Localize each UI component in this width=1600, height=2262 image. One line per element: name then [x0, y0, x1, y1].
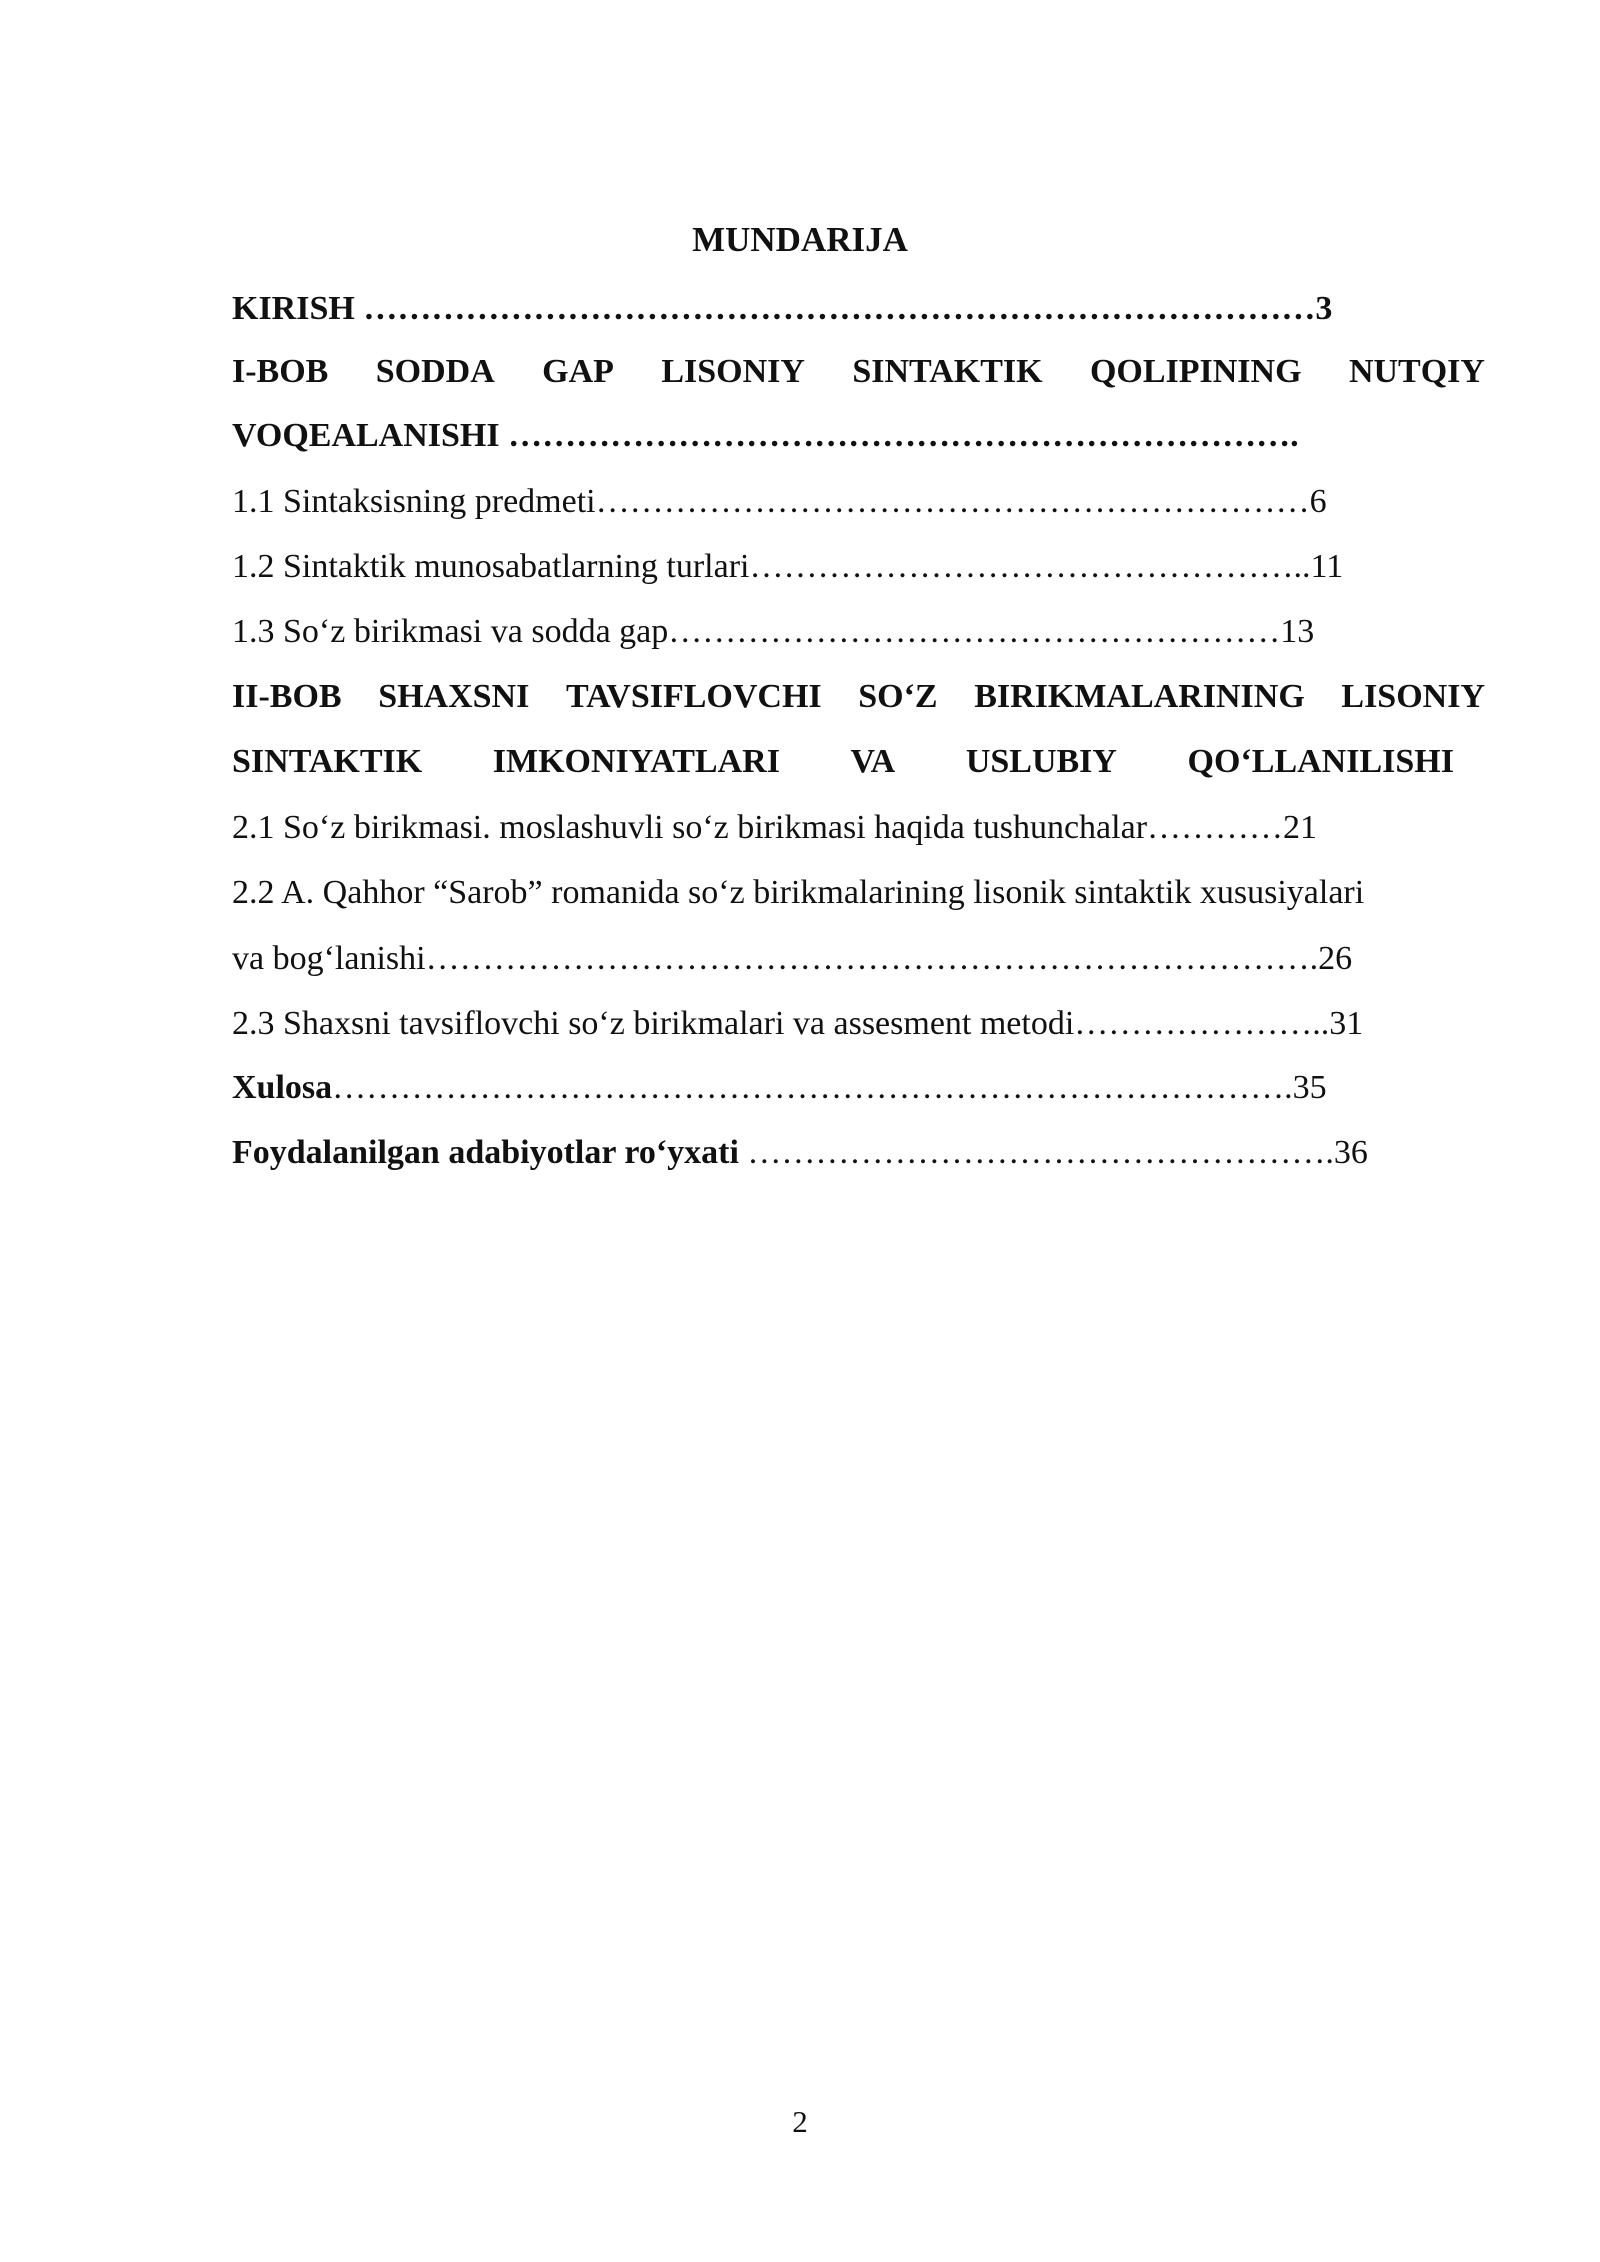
- heading-word: SODDA: [375, 353, 495, 390]
- heading-word: NUTQIY: [1348, 353, 1485, 390]
- toc-entry-xulosa: [232, 1066, 1327, 1110]
- heading-word: QO‘LLANILISHI: [1187, 743, 1454, 780]
- toc-chapter1-heading-line2: VOQEALANISHI …………………………………………………………….: [232, 417, 1299, 454]
- heading-word: VA: [850, 743, 896, 780]
- heading-word: IMKONIYATLARI: [492, 743, 780, 780]
- xulosa-leader: ………………………………………………………………………….35: [332, 1069, 1327, 1106]
- toc-entry-1-3: 1.3 So‘z birikmasi va sodda gap………………………………………………13: [232, 613, 1315, 650]
- toc-chapter1-heading-line1: [232, 350, 1485, 394]
- toc-chapter2-heading-line1: [232, 675, 1485, 719]
- page-number: 2: [792, 2104, 808, 2139]
- heading-word: SHAXSNI: [378, 678, 530, 715]
- heading-word: TAVSIFLOVCHI: [565, 678, 822, 715]
- toc-entry-2-2-line2: va bog‘lanishi…………………………………………………………………….26: [232, 940, 1353, 977]
- heading-word: GAP: [542, 353, 614, 390]
- toc-chapter2-heading-line2: [232, 740, 1454, 784]
- heading-word: SINTAKTIK: [852, 353, 1043, 390]
- references-label: Foydalanilgan adabiyotlar ro‘yxati: [232, 1134, 739, 1171]
- heading-word: QOLIPINING: [1089, 353, 1302, 390]
- toc-entry-1-2: 1.2 Sintaktik munosabatlarning turlari…………………………………………..11: [232, 548, 1344, 585]
- toc-entry-2-1: 2.1 So‘z birikmasi. moslashuvli so‘z birikmasi haqida tushunchalar…………21: [232, 809, 1318, 846]
- references-leader: …………………………………………….36: [738, 1134, 1368, 1171]
- heading-word: LISONIY: [1341, 678, 1485, 715]
- heading-word: USLUBIY: [965, 743, 1117, 780]
- toc-entry-references: [232, 1131, 1368, 1175]
- heading-word: II-BOB: [232, 678, 342, 715]
- heading-word: BIRIKMALARINING: [974, 678, 1305, 715]
- toc-entry-kirish: KIRISH …………………………………………………………………………3: [232, 290, 1333, 327]
- toc-title: MUNDARIJA: [692, 220, 908, 259]
- xulosa-label: Xulosa: [232, 1069, 333, 1106]
- heading-word: SINTAKTIK: [232, 743, 423, 780]
- toc-entry-2-3: 2.3 Shaxsni tavsiflovchi so‘z birikmalari va assesment metodi…………………..31: [232, 1005, 1364, 1042]
- toc-entry-2-2-line1: 2.2 A. Qahhor “Sarob” romanida so‘z birikmalarining lisonik sintaktik xususiyalari: [232, 874, 1365, 911]
- toc-entry-1-1: 1.1 Sintaksisning predmeti………………………………………………………6: [232, 483, 1327, 520]
- heading-word: SO‘Z: [858, 678, 938, 715]
- heading-word: LISONIY: [661, 353, 805, 390]
- heading-word: I-BOB: [232, 353, 329, 390]
